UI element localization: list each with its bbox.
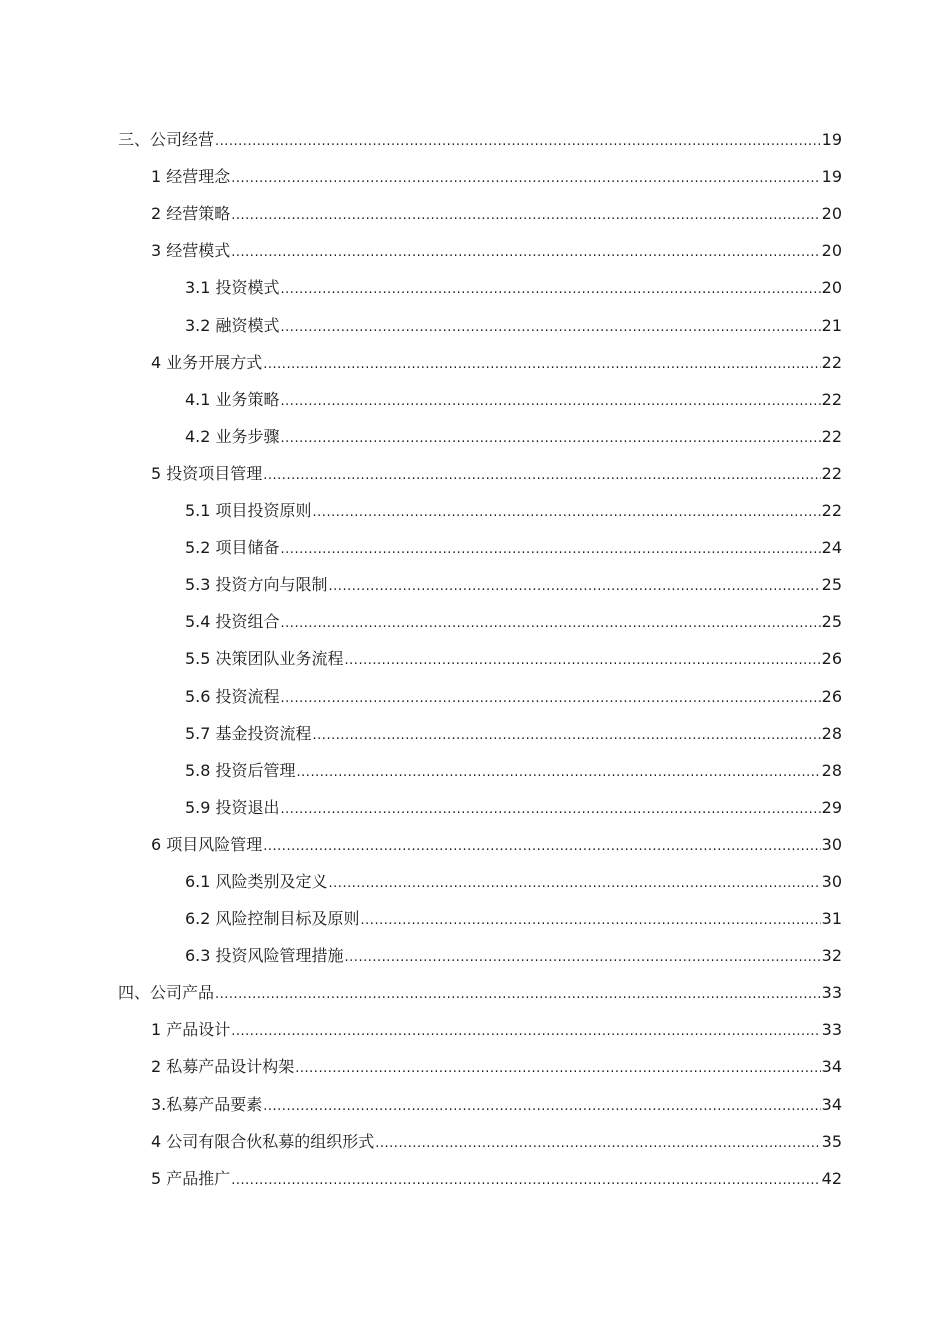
toc-dot-leader (361, 914, 821, 928)
toc-entry-label: 5.4 投资组合 (185, 612, 280, 632)
toc-page-number: 26 (821, 686, 842, 706)
toc-entry[interactable] (118, 972, 842, 1009)
toc-dot-leader (281, 283, 821, 297)
toc-entry-label: 6.2 风险控制目标及原则 (185, 909, 360, 929)
toc-entry-label: 5.2 项目储备 (185, 538, 280, 558)
toc-entry-label: 4 公司有限合伙私募的组织形式 (151, 1131, 375, 1151)
toc-entry[interactable] (118, 342, 842, 379)
toc-page-number: 22 (821, 426, 842, 446)
toc-dot-leader (281, 395, 821, 409)
toc-entry-label: 5.8 投资后管理 (185, 760, 296, 780)
toc-page-number: 22 (821, 352, 842, 372)
toc-page-number: 19 (821, 130, 842, 150)
toc-entry-label: 5 投资项目管理 (151, 463, 263, 483)
toc-page-number: 33 (821, 983, 842, 1003)
toc-entry-label: 6.3 投资风险管理措施 (185, 946, 344, 966)
toc-entry[interactable] (118, 1009, 842, 1046)
toc-entry[interactable] (118, 1083, 842, 1120)
toc-entry-label: 4.2 业务步骤 (185, 426, 280, 446)
toc-page-number: 30 (821, 871, 842, 891)
toc-entry-label: 5.6 投资流程 (185, 686, 280, 706)
toc-dot-leader (281, 617, 821, 631)
toc-entry-label: 三、公司经营 (118, 130, 215, 150)
toc-entry[interactable] (118, 379, 842, 416)
toc-entry-label: 3.1 投资模式 (185, 278, 280, 298)
toc-page-number: 20 (821, 241, 842, 261)
toc-entry[interactable] (118, 787, 842, 824)
toc-dot-leader (281, 692, 821, 706)
toc-page-number: 42 (821, 1168, 842, 1188)
toc-dot-leader (263, 469, 820, 483)
toc-entry-label: 5.3 投资方向与限制 (185, 575, 328, 595)
toc-entry[interactable] (118, 601, 842, 638)
toc-entry-label: 3.私募产品要素 (151, 1094, 263, 1114)
toc-page-number: 31 (821, 909, 842, 929)
toc-entry[interactable] (118, 304, 842, 341)
toc-entry-label: 四、公司产品 (118, 983, 215, 1003)
toc-page-number: 29 (821, 797, 842, 817)
toc-page-number: 34 (821, 1057, 842, 1077)
toc-entry[interactable] (118, 564, 842, 601)
toc-page-number: 22 (821, 463, 842, 483)
toc-entry-label: 3 经营模式 (151, 241, 231, 261)
toc-dot-leader (281, 432, 821, 446)
toc-dot-leader (231, 172, 820, 186)
toc-entry-label: 2 私募产品设计构架 (151, 1057, 295, 1077)
toc-entry[interactable] (118, 750, 842, 787)
toc-entry[interactable] (118, 1158, 842, 1195)
toc-entry-label: 5.5 决策团队业务流程 (185, 649, 344, 669)
toc-entry-label: 3.2 融资模式 (185, 315, 280, 335)
toc-entry-label: 4 业务开展方式 (151, 352, 263, 372)
toc-entry[interactable] (118, 638, 842, 675)
toc-dot-leader (231, 1025, 820, 1039)
toc-entry[interactable] (118, 230, 842, 267)
toc-page-number: 20 (821, 278, 842, 298)
toc-dot-leader (215, 135, 821, 149)
toc-dot-leader (281, 321, 821, 335)
toc-page-number: 28 (821, 723, 842, 743)
toc-entry[interactable] (118, 527, 842, 564)
toc-page-number: 19 (821, 167, 842, 187)
toc-entry[interactable] (118, 1121, 842, 1158)
toc-page-number: 24 (821, 538, 842, 558)
toc-dot-leader (297, 766, 821, 780)
table-of-contents (118, 119, 842, 1195)
toc-dot-leader (313, 506, 821, 520)
toc-dot-leader (263, 840, 820, 854)
toc-page-number: 20 (821, 204, 842, 224)
toc-dot-leader (263, 358, 820, 372)
toc-entry[interactable] (118, 675, 842, 712)
toc-entry[interactable] (118, 713, 842, 750)
toc-entry[interactable] (118, 119, 842, 156)
toc-entry[interactable] (118, 824, 842, 861)
toc-entry[interactable] (118, 267, 842, 304)
toc-dot-leader (295, 1062, 820, 1076)
toc-entry-label: 1 经营理念 (151, 167, 231, 187)
toc-dot-leader (215, 988, 821, 1002)
toc-entry[interactable] (118, 156, 842, 193)
toc-dot-leader (329, 877, 821, 891)
toc-dot-leader (231, 1174, 820, 1188)
toc-page-number: 30 (821, 834, 842, 854)
toc-page-number: 25 (821, 575, 842, 595)
toc-dot-leader (345, 654, 821, 668)
toc-entry[interactable] (118, 898, 842, 935)
toc-page-number: 32 (821, 946, 842, 966)
toc-dot-leader (281, 803, 821, 817)
toc-page-number: 28 (821, 760, 842, 780)
toc-page-number: 22 (821, 501, 842, 521)
toc-entry-label: 5.7 基金投资流程 (185, 723, 312, 743)
toc-entry-label: 6.1 风险类别及定义 (185, 871, 328, 891)
toc-entry[interactable] (118, 861, 842, 898)
toc-dot-leader (231, 209, 820, 223)
toc-page-number: 26 (821, 649, 842, 669)
toc-entry-label: 6 项目风险管理 (151, 834, 263, 854)
toc-entry[interactable] (118, 1046, 842, 1083)
toc-entry[interactable] (118, 935, 842, 972)
toc-dot-leader (375, 1137, 820, 1151)
toc-entry[interactable] (118, 416, 842, 453)
toc-entry-label: 1 产品设计 (151, 1020, 231, 1040)
toc-page-number: 22 (821, 389, 842, 409)
toc-entry-label: 2 经营策略 (151, 204, 231, 224)
toc-entry-label: 4.1 业务策略 (185, 389, 280, 409)
toc-entry[interactable] (118, 490, 842, 527)
toc-entry-label: 5 产品推广 (151, 1168, 231, 1188)
toc-dot-leader (329, 580, 821, 594)
toc-page-number: 35 (821, 1131, 842, 1151)
toc-dot-leader (263, 1100, 820, 1114)
toc-dot-leader (313, 729, 821, 743)
toc-dot-leader (231, 246, 820, 260)
toc-page-number: 34 (821, 1094, 842, 1114)
toc-page-number: 33 (821, 1020, 842, 1040)
toc-page-number: 21 (821, 315, 842, 335)
toc-entry[interactable] (118, 453, 842, 490)
toc-page-number: 25 (821, 612, 842, 632)
toc-dot-leader (345, 951, 821, 965)
toc-dot-leader (281, 543, 821, 557)
toc-entry-label: 5.9 投资退出 (185, 797, 280, 817)
toc-entry[interactable] (118, 193, 842, 230)
toc-entry-label: 5.1 项目投资原则 (185, 501, 312, 521)
